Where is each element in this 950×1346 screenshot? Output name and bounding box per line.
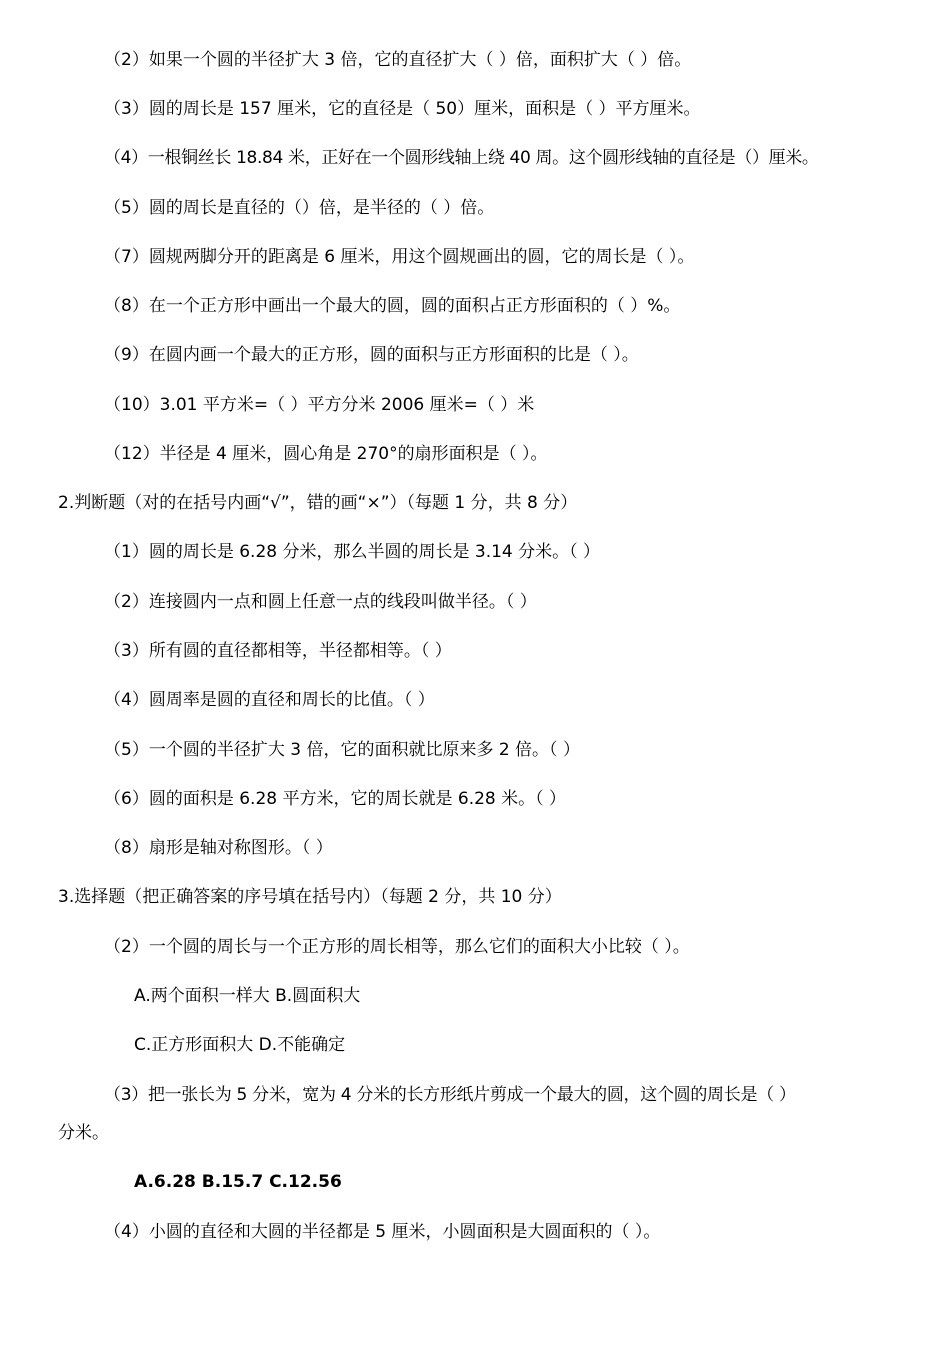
- question-2-3: （3）所有圆的直径都相等，半径都相等。（ ）: [104, 641, 452, 661]
- question-2-6: （6）圆的面积是 6.28 平方米，它的周长就是 6.28 米。（ ）: [104, 789, 567, 809]
- question-1-7: （7）圆规两脚分开的距离是 6 厘米，用这个圆规画出的圆，它的周长是（ ）。: [104, 247, 695, 267]
- question-2-2: （2）连接圆内一点和圆上任意一点的线段叫做半径。（ ）: [104, 592, 537, 612]
- question-2-1: （1）圆的周长是 6.28 分米，那么半圆的周长是 3.14 分米。（ ）: [104, 542, 601, 562]
- question-3-3-options: A.6.28 B.15.7 C.12.56: [134, 1172, 342, 1192]
- question-1-12: （12）半径是 4 厘米，圆心角是 270°的扇形面积是（ ）。: [104, 444, 548, 464]
- question-2-4: （4）圆周率是圆的直径和周长的比值。（ ）: [104, 690, 435, 710]
- question-1-8: （8）在一个正方形中画出一个最大的圆，圆的面积占正方形面积的（ ）%。: [104, 296, 681, 316]
- question-3-2-options-ab: A.两个面积一样大 B.圆面积大: [134, 986, 361, 1006]
- question-2-8: （8）扇形是轴对称图形。（ ）: [104, 838, 333, 858]
- section-3-heading: 3.选择题（把正确答案的序号填在括号内）（每题 2 分，共 10 分）: [58, 887, 562, 907]
- question-1-3: （3）圆的周长是 157 厘米，它的直径是（ 50）厘米，面积是（ ）平方厘米。: [104, 99, 701, 119]
- question-3-3-continuation: 分米。: [58, 1123, 109, 1143]
- question-1-5: （5）圆的周长是直径的（）倍，是半径的（ ）倍。: [104, 198, 495, 218]
- question-3-2: （2）一个圆的周长与一个正方形的周长相等，那么它们的面积大小比较（ ）。: [104, 937, 690, 957]
- question-1-4: （4）一根铜丝长 18.84 米，正好在一个圆形线轴上绕 40 周。这个圆形线轴的直径是（）厘米。: [104, 148, 819, 168]
- question-3-3: （3）把一张长为 5 分米，宽为 4 分米的长方形纸片剪成一个最大的圆，这个圆的周长是（ ）: [104, 1085, 796, 1105]
- question-1-2: （2）如果一个圆的半径扩大 3 倍，它的直径扩大（ ）倍，面积扩大（ ）倍。: [104, 50, 692, 70]
- question-1-9: （9）在圆内画一个最大的正方形，圆的面积与正方形面积的比是（ ）。: [104, 345, 639, 365]
- section-2-heading: 2.判断题（对的在括号内画“√”，错的画“×”）（每题 1 分，共 8 分）: [58, 493, 578, 513]
- question-1-10: （10）3.01 平方米=（ ）平方分米 2006 厘米=（ ）米: [104, 395, 535, 415]
- question-3-4: （4）小圆的直径和大圆的半径都是 5 厘米，小圆面积是大圆面积的（ ）。: [104, 1222, 661, 1242]
- question-2-5: （5）一个圆的半径扩大 3 倍，它的面积就比原来多 2 倍。（ ）: [104, 740, 580, 760]
- question-3-2-options-cd: C.正方形面积大 D.不能确定: [134, 1035, 346, 1055]
